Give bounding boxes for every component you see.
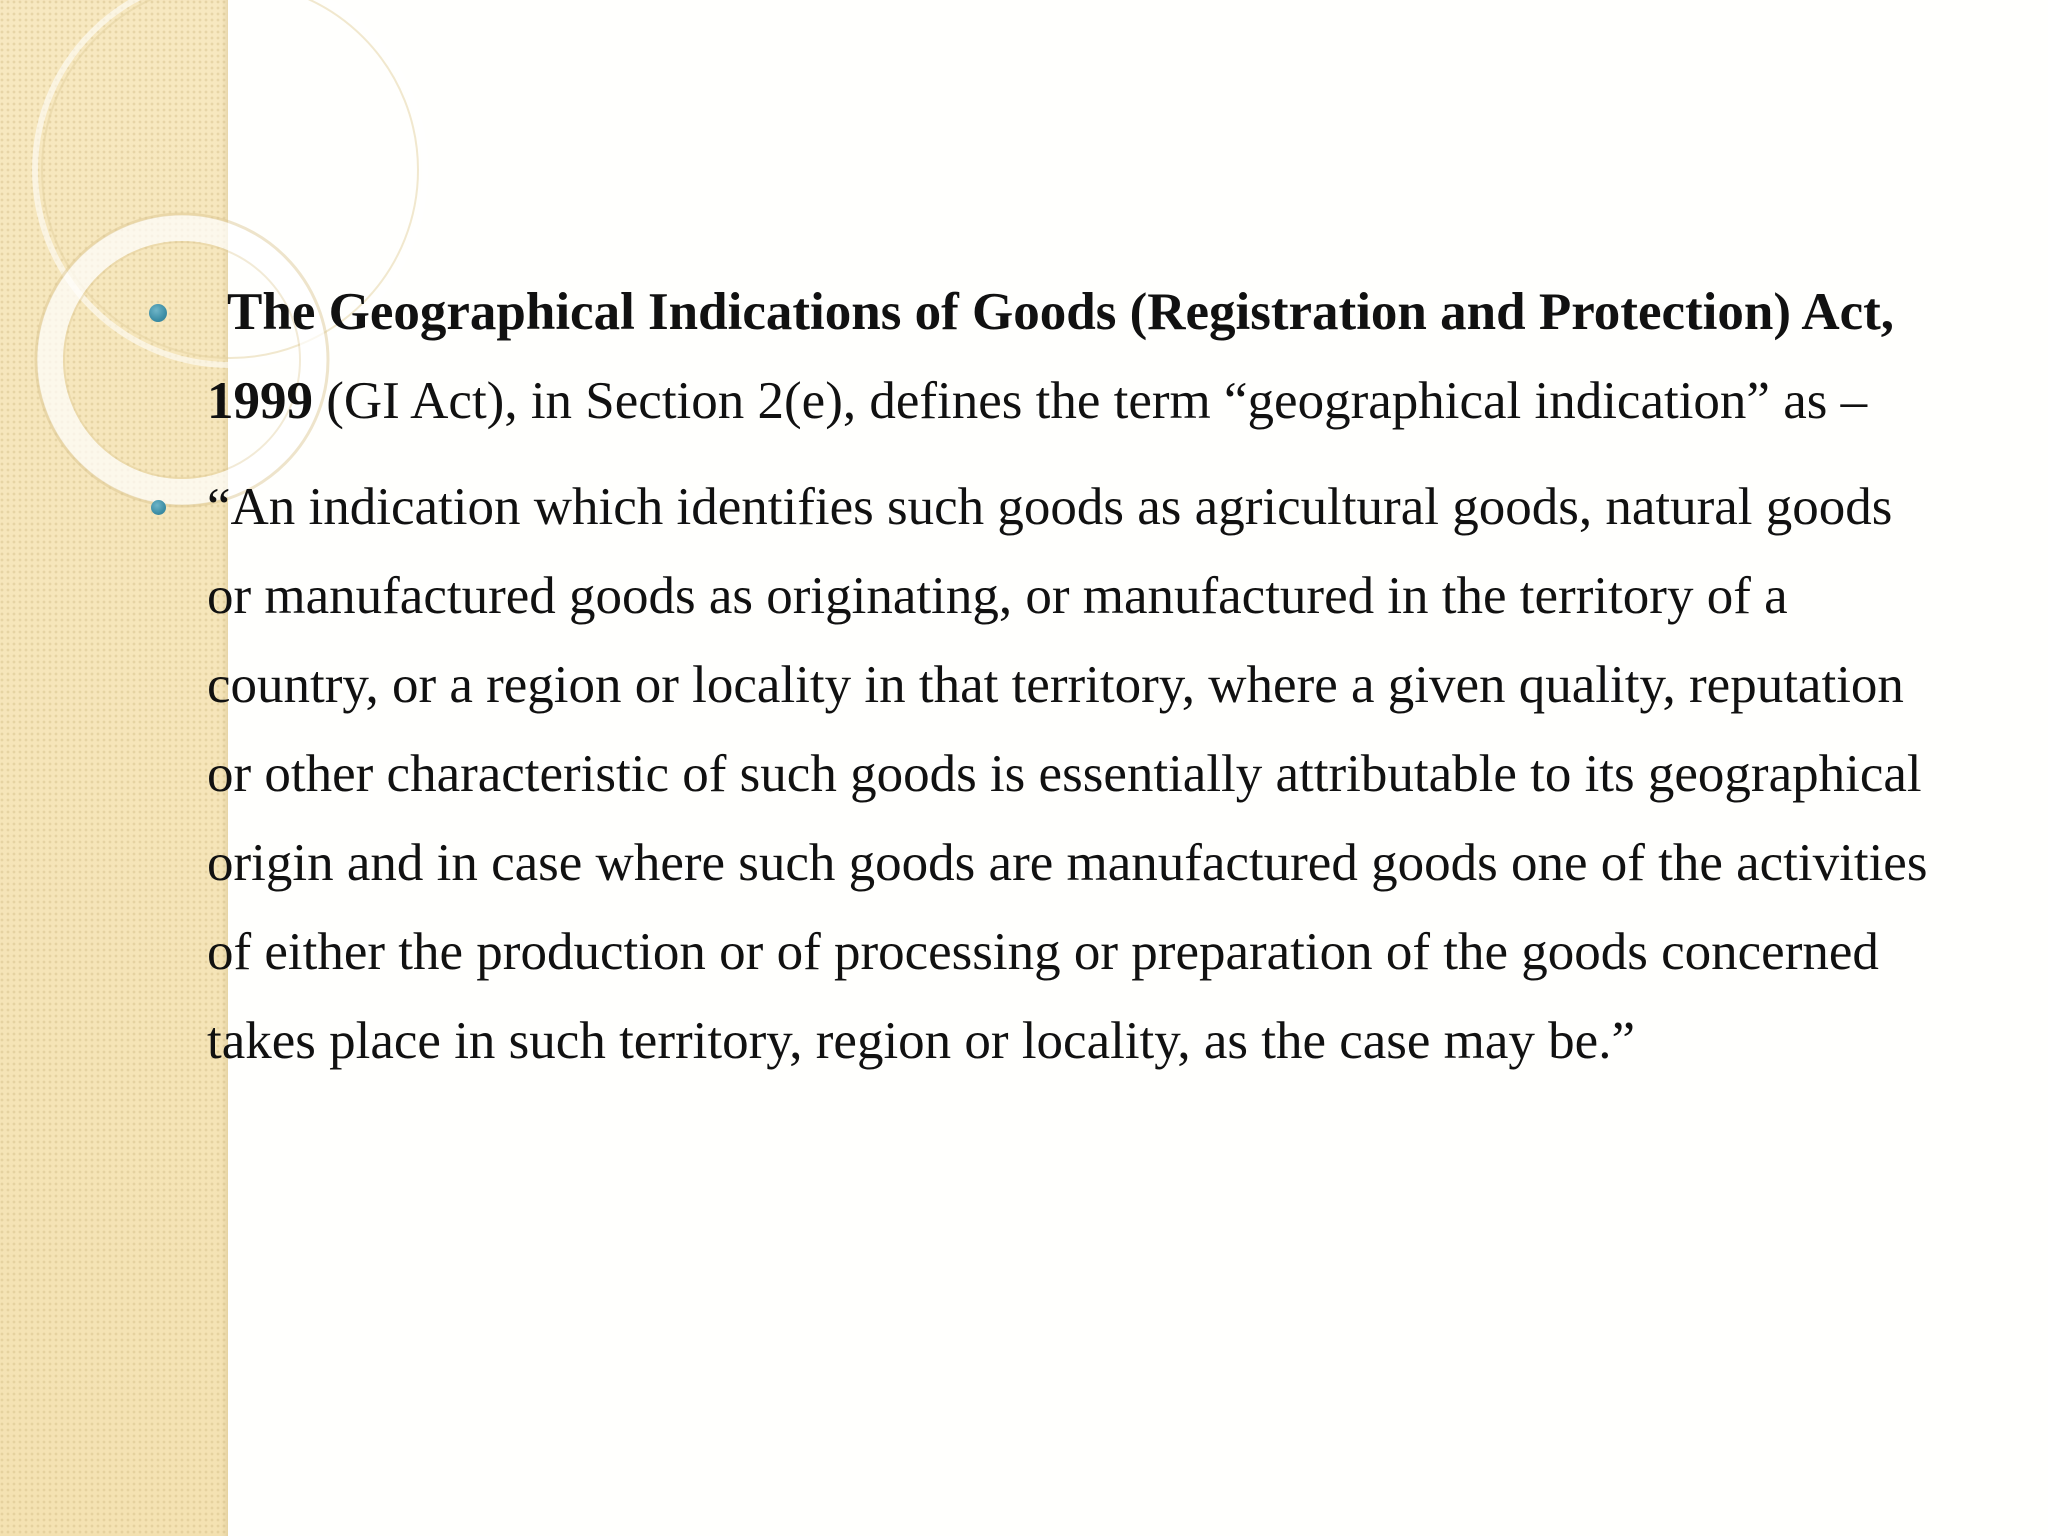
bullet-item-definition xyxy=(145,463,1945,1086)
bullet-dot-icon xyxy=(151,500,166,515)
act-description: (GI Act), in Section 2(e), defines the term “geographical indication” as – xyxy=(313,372,1868,430)
slide-body xyxy=(145,268,1945,1086)
bullet-dot-icon xyxy=(149,304,167,322)
definition-text: “An indication which identifies such goods as agricultural goods, natural goods or manufactured goods as originating, or manufactured in the territory of a country, or a region or locality in that territory, where a given quality, reputation or other characteristic of such goods is essentially attributable to its geographical origin and in case where such goods are manufactured goods one of the activities of either the production or of processing or preparation of the goods concerned takes place in such territory, region or locality, as the case may be.” xyxy=(207,478,1928,1070)
bullet-item-gi-act xyxy=(145,268,1945,446)
act-title: The Geographical Indications of Goods (Registration and Protection) Act, 1999 xyxy=(207,283,1895,430)
